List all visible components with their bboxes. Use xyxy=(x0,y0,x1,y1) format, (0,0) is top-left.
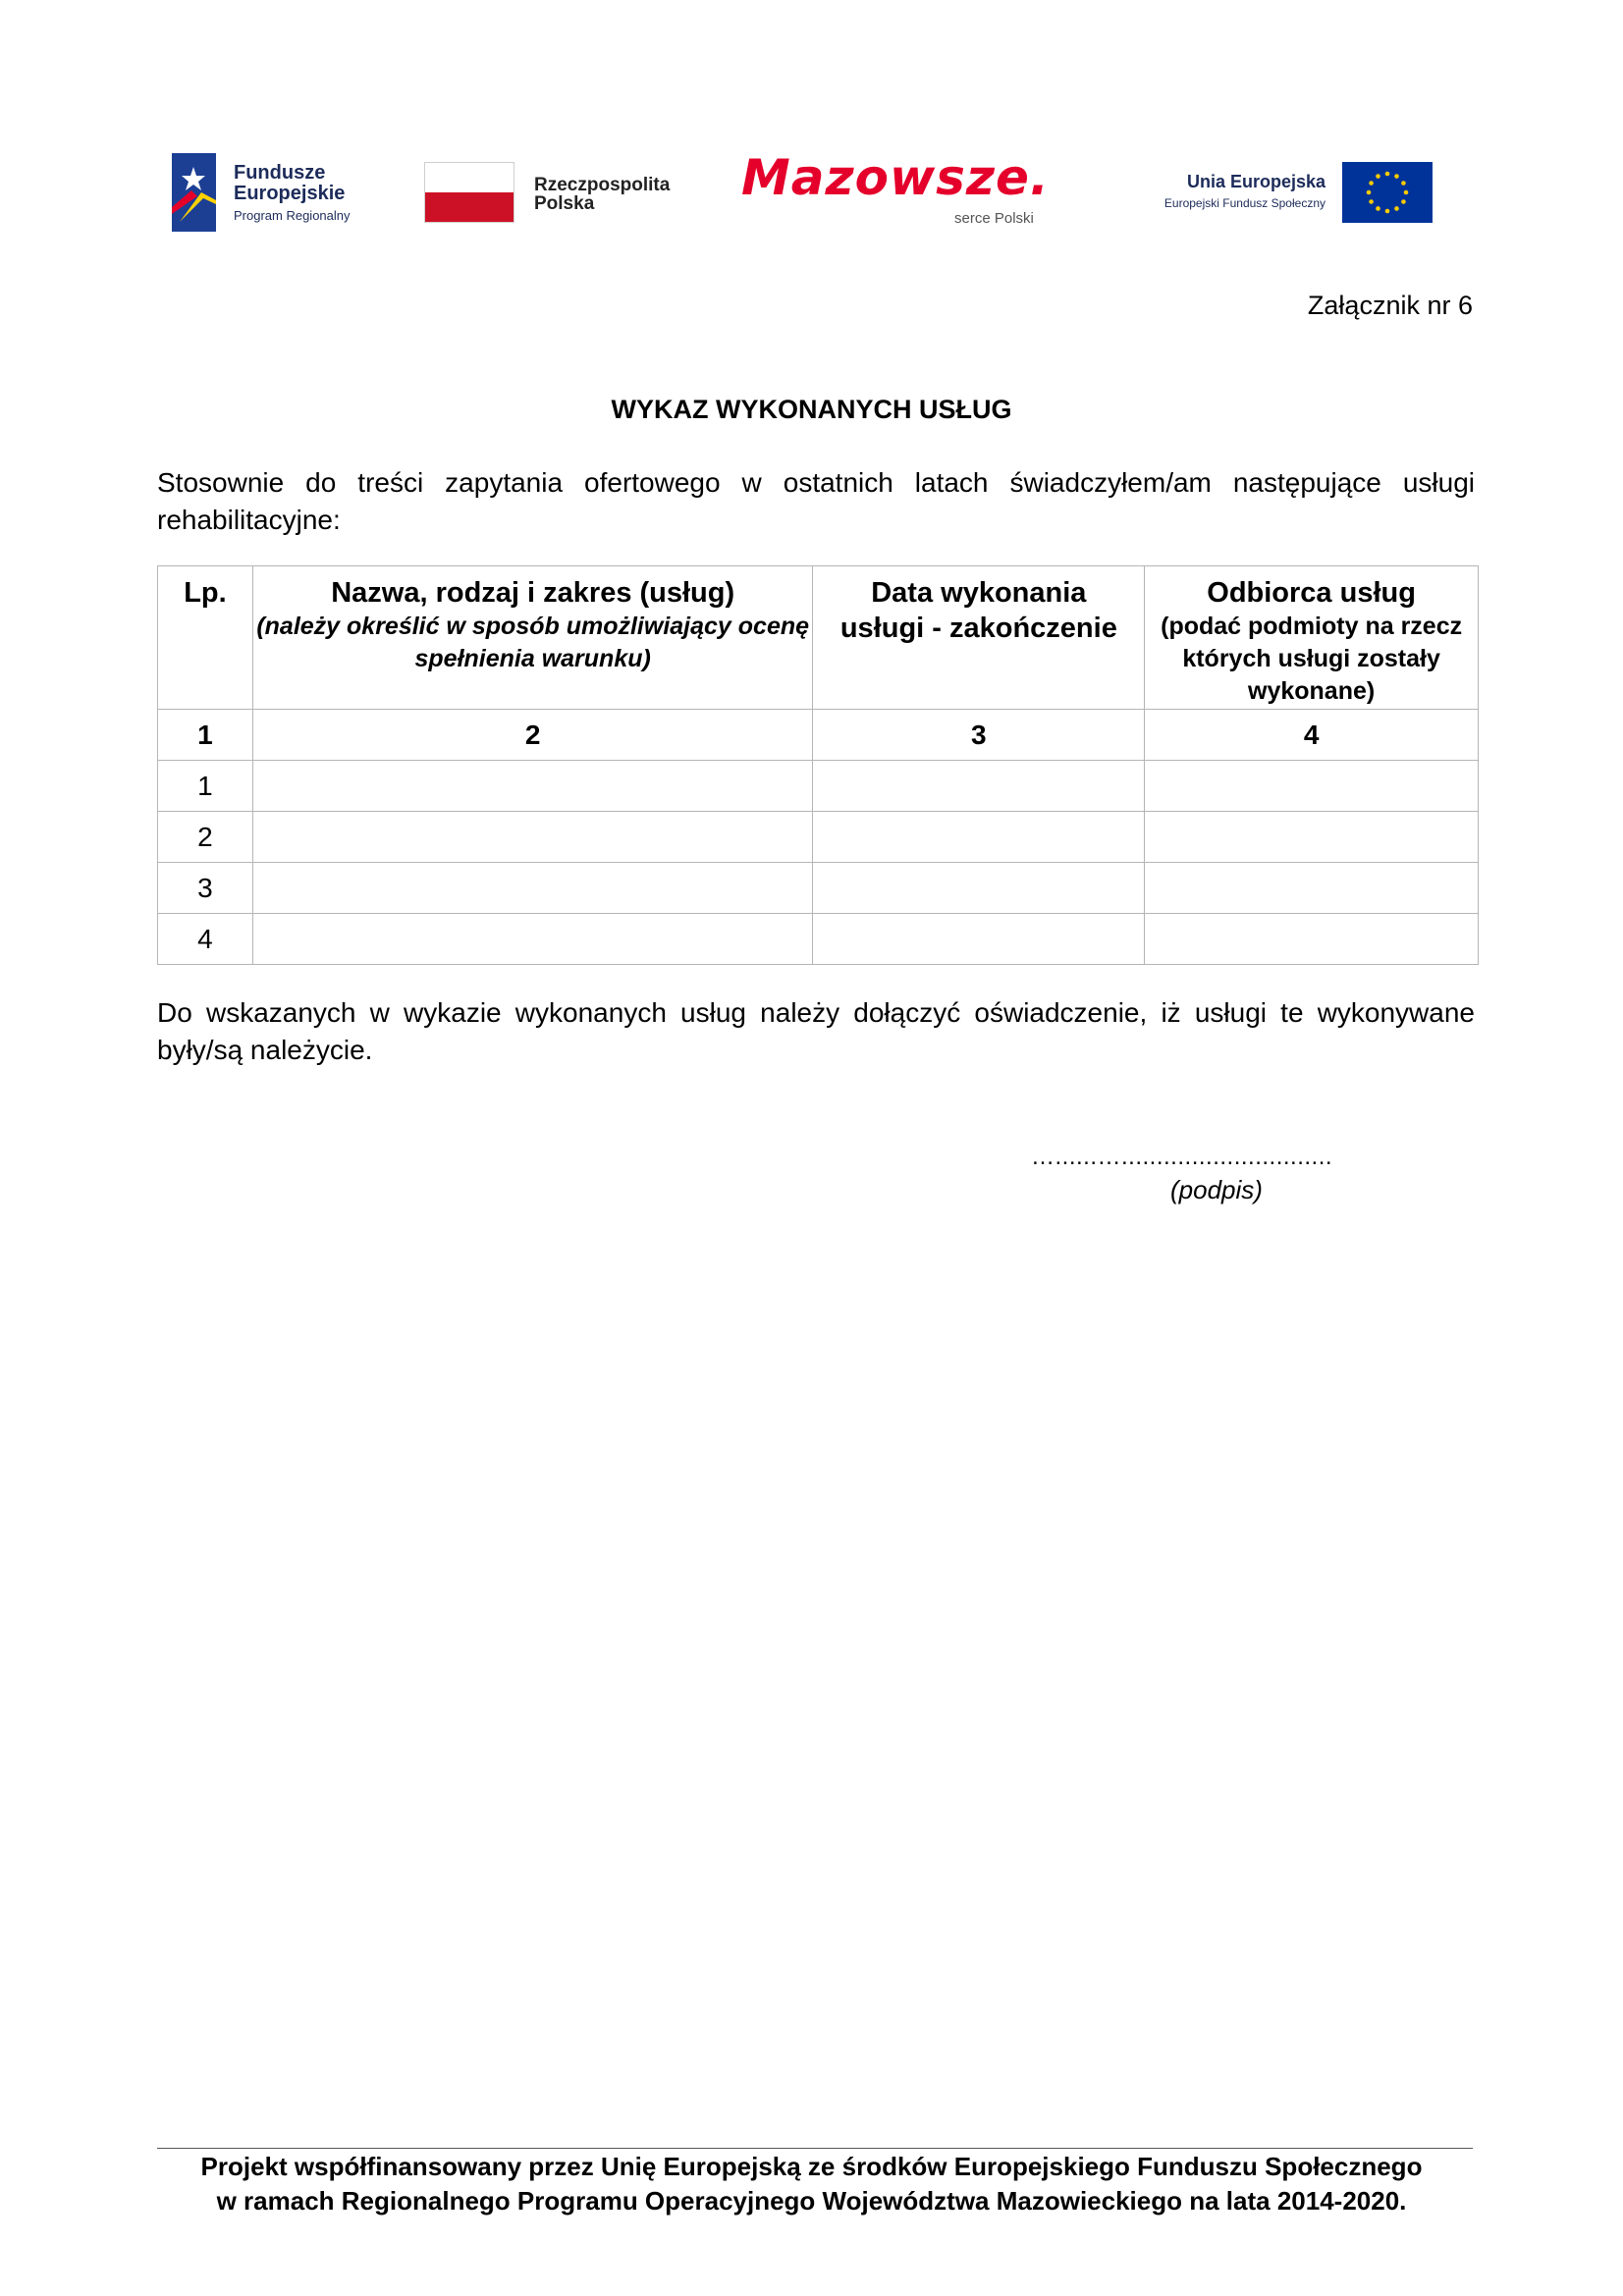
ue-line2: Europejski Fundusz Społeczny xyxy=(1163,196,1325,210)
row-name-cell[interactable] xyxy=(252,914,813,965)
header-lp xyxy=(158,566,253,710)
table-row xyxy=(158,863,1479,914)
eu-star xyxy=(1367,190,1372,195)
header-recipient-title: Odbiorca usług xyxy=(1207,577,1416,609)
row-lp: 4 xyxy=(158,914,253,965)
table-header-row xyxy=(158,566,1479,710)
document-title: WYKAZ WYKONANYCH USŁUG xyxy=(611,395,1012,424)
fundusze-europejskie-star-icon xyxy=(172,153,216,232)
ue-line1: Unia Europejska xyxy=(1186,172,1325,191)
column-number: 2 xyxy=(252,710,813,761)
column-number-row xyxy=(158,710,1479,761)
row-lp: 1 xyxy=(158,761,253,812)
logo-bar xyxy=(172,147,1434,245)
row-date-cell[interactable] xyxy=(813,761,1145,812)
row-name-cell[interactable] xyxy=(252,863,813,914)
header-name xyxy=(252,566,813,710)
intro-paragraph: Stosownie do treści zapytania ofertowego w ostatnich latach świadczyłem/am następujące usługi rehabilitacyjne: xyxy=(157,467,1475,535)
row-date-cell[interactable] xyxy=(813,863,1145,914)
row-date-cell[interactable] xyxy=(813,914,1145,965)
eu-star xyxy=(1376,206,1380,211)
footer-divider xyxy=(157,2148,1473,2149)
header-name-note: (należy określić w sposób umożliwiający ocenę spełnienia warunku) xyxy=(256,613,810,672)
column-number: 1 xyxy=(158,710,253,761)
signature-label: (podpis) xyxy=(1170,1175,1263,1204)
rzeczpospolita-polska-logo xyxy=(424,162,699,223)
eu-star xyxy=(1401,181,1406,186)
signature-line: …......….............................. xyxy=(1031,1144,1333,1170)
row-date-cell[interactable] xyxy=(813,812,1145,863)
eu-star xyxy=(1394,174,1399,179)
fe-line1: Fundusze xyxy=(234,162,326,184)
row-recipient-cell[interactable] xyxy=(1145,914,1479,965)
table-row xyxy=(158,761,1479,812)
eu-flag-icon xyxy=(1342,162,1433,223)
eu-star xyxy=(1404,190,1409,195)
eu-star xyxy=(1369,199,1374,204)
header-name-title: Nazwa, rodzaj i zakres (usług) xyxy=(331,577,735,609)
footer-line1: Projekt współfinansowany przez Unię Europejską ze środków Europejskiego Funduszu Społecznego xyxy=(200,2152,1423,2181)
row-name-cell[interactable] xyxy=(252,812,813,863)
unia-europejska-logo xyxy=(1114,162,1434,223)
header-date-line1: Data wykonania xyxy=(871,577,1087,609)
fe-line3: Program Regionalny xyxy=(234,208,351,223)
eu-star xyxy=(1401,199,1406,204)
unia-europejska-text xyxy=(1114,172,1325,210)
table-row xyxy=(158,812,1479,863)
mazowsze-wordmark: Mazowsze. xyxy=(741,149,1050,206)
row-recipient-cell[interactable] xyxy=(1145,863,1479,914)
eu-star xyxy=(1385,209,1390,214)
eu-star xyxy=(1369,181,1374,186)
header-date-line2: usługi - zakończenie xyxy=(839,613,1117,644)
header-recipient xyxy=(1145,566,1479,710)
mazowsze-tagline: serce Polski xyxy=(954,210,1034,227)
row-recipient-cell[interactable] xyxy=(1145,761,1479,812)
poland-flag-icon xyxy=(424,162,514,223)
header-lp-label: Lp. xyxy=(184,577,227,609)
footer-line2: w ramach Regionalnego Programu Operacyjnego Województwa Mazowieckiego na lata 2014-2020. xyxy=(216,2186,1407,2216)
services-table xyxy=(157,565,1479,965)
row-lp: 2 xyxy=(158,812,253,863)
eu-star xyxy=(1385,172,1390,177)
rp-line2: Polska xyxy=(534,193,595,214)
table-row xyxy=(158,914,1479,965)
header-date xyxy=(813,566,1145,710)
fundusze-europejskie-logo xyxy=(172,153,373,232)
header-recipient-note: (podać podmioty na rzecz których usługi zostały wykonane) xyxy=(1161,613,1463,705)
footer xyxy=(0,2150,1623,2218)
eu-star xyxy=(1376,174,1380,179)
mazowsze-logo xyxy=(741,149,1075,236)
row-recipient-cell[interactable] xyxy=(1145,812,1479,863)
eu-star xyxy=(1394,206,1399,211)
column-number: 3 xyxy=(813,710,1145,761)
note-paragraph: Do wskazanych w wykazie wykonanych usług należy dołączyć oświadczenie, iż usługi te wykonywane były/są należycie. xyxy=(157,997,1475,1065)
fe-line2: Europejskie xyxy=(234,183,346,204)
row-name-cell[interactable] xyxy=(252,761,813,812)
fundusze-europejskie-text xyxy=(234,163,351,223)
row-lp: 3 xyxy=(158,863,253,914)
rzeczpospolita-text xyxy=(534,176,670,213)
column-number: 4 xyxy=(1145,710,1479,761)
rp-line1: Rzeczpospolita xyxy=(534,175,671,195)
annex-number: Załącznik nr 6 xyxy=(1307,291,1473,320)
